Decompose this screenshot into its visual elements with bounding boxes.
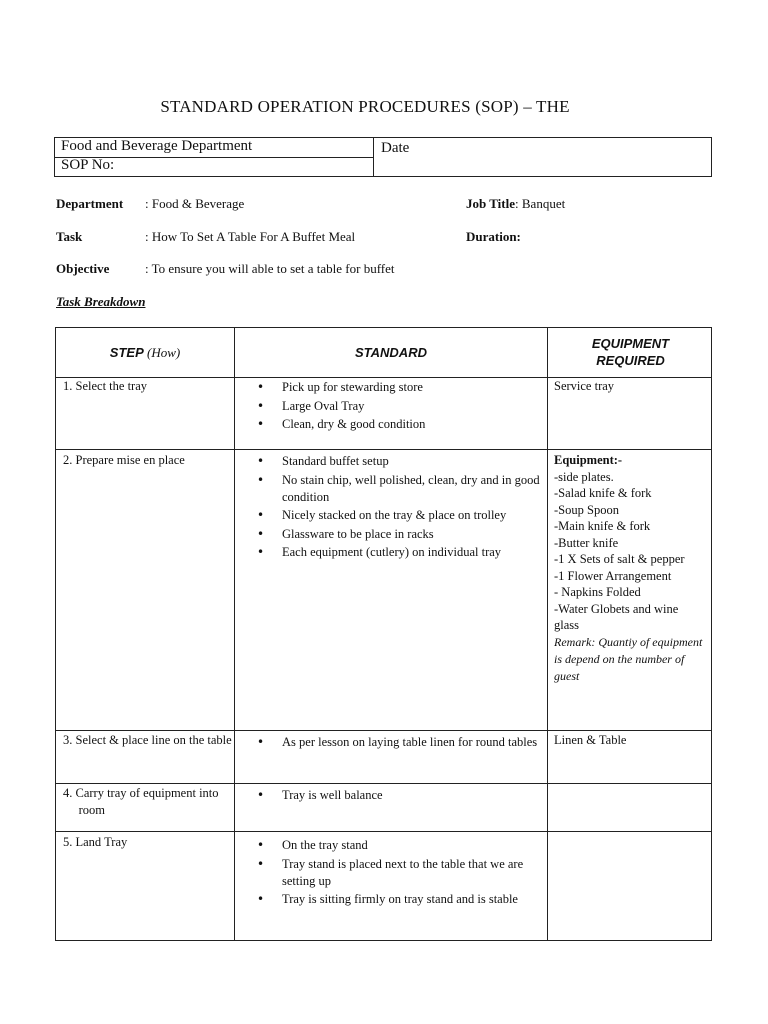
table-row-2-equipment <box>554 452 706 685</box>
table-row-5-standard <box>254 837 544 910</box>
department-field <box>56 196 123 212</box>
list-item: • No stain chip, well polished, clean, dry and in good condition <box>254 472 544 506</box>
column-divider <box>234 328 235 940</box>
document-title: STANDARD OPERATION PROCEDURES (SOP) – THE <box>160 97 570 116</box>
list-item: • Tray stand is placed next to the table that we are setting up <box>254 856 544 890</box>
table-row-1-step: 1. Select the tray <box>63 379 147 393</box>
header-left-cells <box>55 138 374 176</box>
job-title-value: : Banquet <box>515 196 566 211</box>
duration-label: Duration: <box>466 229 521 244</box>
equipment-item: -Water Globets and wine <box>554 601 679 616</box>
equipment-remark: Remark: Quantiy of equipment is depend on the number of guest <box>554 634 703 683</box>
equipment-item: Linen & Table <box>554 733 627 747</box>
row-divider <box>56 783 711 784</box>
equipment-heading: Equipment:- <box>554 453 623 467</box>
department-label: Department <box>56 196 124 211</box>
table-row-3-standard <box>254 734 544 753</box>
table-row-3-step: 3. Select & place line on the table <box>63 733 232 747</box>
objective-label: Objective <box>56 261 110 276</box>
list-item: • Tray is sitting firmly on tray stand and is stable <box>254 891 544 908</box>
job-title-label: Job Title <box>466 196 516 211</box>
list-item: • Glassware to be place in racks <box>254 526 544 543</box>
row-divider <box>56 449 711 450</box>
department-header-label: Food and Beverage Department <box>61 138 253 154</box>
equipment-header-line2: REQUIRED <box>596 353 665 368</box>
equipment-item: -side plates. <box>554 469 614 484</box>
list-item: • Tray is well balance <box>254 787 544 804</box>
equipment-item: -1 Flower Arrangement <box>554 568 672 583</box>
equipment-column-header <box>548 335 713 369</box>
step-header-bold: STEP <box>109 345 144 360</box>
equipment-item: -1 X Sets of salt & pepper <box>554 552 685 566</box>
equipment-item: -Butter knife <box>554 535 619 550</box>
table-row-4-step <box>63 785 233 819</box>
duration-field <box>466 229 521 245</box>
table-row-2-standard <box>254 453 544 563</box>
date-label: Date <box>381 140 410 156</box>
list-item: • As per lesson on laying table linen for round tables <box>254 734 544 751</box>
list-item: • Large Oval Tray <box>254 398 544 415</box>
list-item: • Pick up for stewarding store <box>254 379 544 396</box>
step-line: room <box>63 803 106 817</box>
equipment-item: glass <box>554 618 579 632</box>
list-item: • Standard buffet setup <box>254 453 544 470</box>
equipment-item: -Soup Spoon <box>554 502 619 517</box>
equipment-item: -Main knife & fork <box>554 519 651 533</box>
task-value: : How To Set A Table For A Buffet Meal <box>145 229 356 244</box>
department-cell <box>55 138 373 158</box>
table-row-1-standard <box>254 379 544 435</box>
equipment-item: Service tray <box>554 379 615 393</box>
task-breakdown-table <box>55 327 712 941</box>
row-divider <box>56 730 711 731</box>
list-item: • On the tray stand <box>254 837 544 854</box>
objective-value: : To ensure you will able to set a table for buffet <box>145 261 395 276</box>
objective-field <box>56 261 109 277</box>
equipment-item: -Salad knife & fork <box>554 486 652 500</box>
task-field <box>56 229 82 245</box>
table-row-4-standard <box>254 787 544 806</box>
list-item: • Each equipment (cutlery) on individual tray <box>254 544 544 561</box>
table-row-3-equipment <box>554 732 706 749</box>
equipment-header-line1: EQUIPMENT <box>591 336 670 351</box>
row-divider <box>56 831 711 832</box>
standard-column-header: STANDARD <box>355 345 427 360</box>
task-label: Task <box>56 229 83 244</box>
table-row-2-step: 2. Prepare mise en place <box>63 453 185 467</box>
column-divider <box>547 328 548 940</box>
task-breakdown-heading: Task Breakdown <box>56 294 146 309</box>
department-value: : Food & Beverage <box>145 196 245 211</box>
step-line: 4. Carry tray of equipment into <box>63 786 219 800</box>
job-title-field <box>466 196 565 212</box>
table-row-1-equipment <box>554 378 706 395</box>
sop-no-label: SOP No: <box>61 157 115 173</box>
list-item: • Clean, dry & good condition <box>254 416 544 433</box>
equipment-item: - Napkins Folded <box>554 585 641 599</box>
step-column-header <box>56 345 234 361</box>
table-row-5-step: 5. Land Tray <box>63 835 128 849</box>
list-item: • Nicely stacked on the tray & place on trolley <box>254 507 544 524</box>
step-header-light: (How) <box>143 345 181 360</box>
header-table <box>54 137 712 177</box>
